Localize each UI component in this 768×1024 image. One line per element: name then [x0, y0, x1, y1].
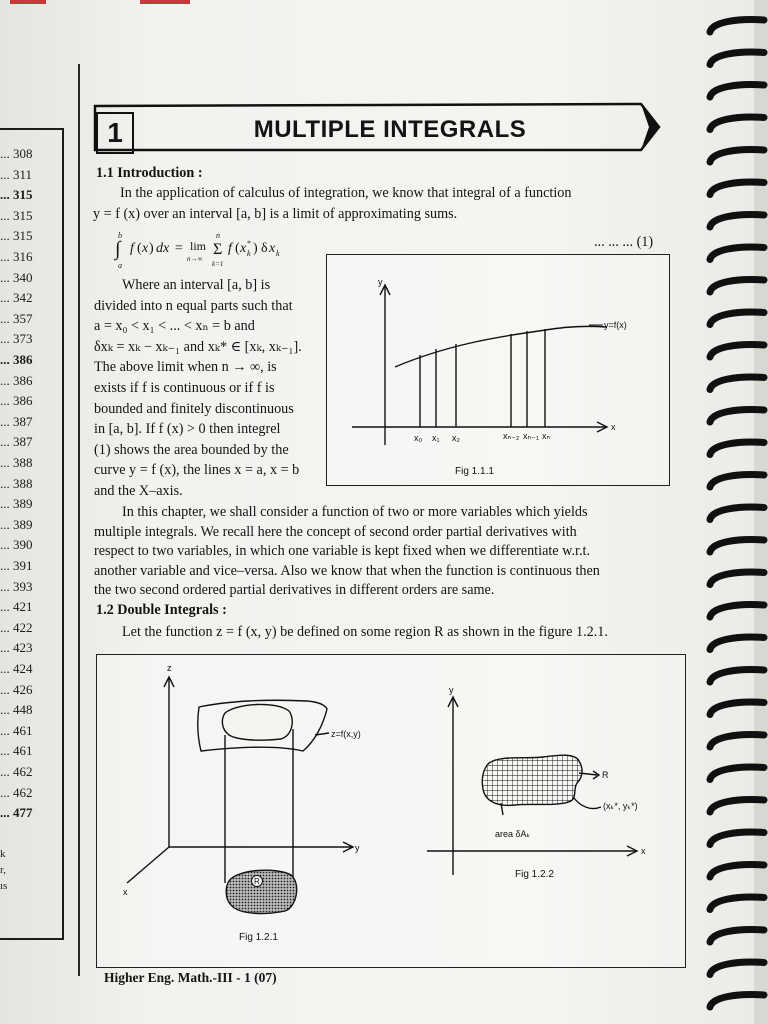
toc-note: k	[0, 848, 6, 860]
equation-1	[112, 228, 352, 272]
spiral-binding	[698, 0, 768, 1024]
tick-xn: xₙ	[542, 431, 551, 441]
toc-page-number: ... 386	[0, 352, 33, 367]
figure-1-1-1-caption: Fig 1.1.1	[455, 466, 494, 477]
svg-text:x: x	[142, 241, 149, 256]
toc-page-number: ... 391	[0, 558, 33, 573]
fig122-point-label: (xₖ*, yₖ*)	[603, 801, 638, 811]
intro-line-2: y = f (x) over an interval [a, b] is a limit of approximating sums.	[93, 206, 458, 222]
y-axis-label: y	[378, 277, 383, 287]
svg-text:): )	[253, 241, 258, 256]
figure-1-1-1-graph	[327, 255, 669, 485]
paragraph-line: exists if f is continuous or if f is	[94, 380, 275, 396]
toc-page-number: ... 422	[0, 619, 33, 635]
toc-page-number: ... 311	[0, 166, 33, 182]
figure-1-2-2-caption: Fig 1.2.2	[515, 869, 554, 880]
figures-1-2-1-and-1-2-2	[97, 655, 685, 967]
tick-x2: x₂	[452, 433, 460, 443]
fig122-region-label: R	[602, 770, 609, 780]
paragraph-line: a = x₀ < x₁ < ... < xₙ = b and	[94, 318, 255, 335]
toc-page-number: ... 340	[0, 269, 33, 285]
chapter-number: 1	[96, 112, 134, 154]
svg-text:n: n	[216, 231, 220, 240]
toc-page-number: ... 426	[0, 681, 33, 697]
toc-note: r,	[0, 864, 6, 876]
tick-xn-1: xₙ₋₁	[523, 431, 539, 441]
svg-text:=: =	[175, 241, 183, 256]
svg-text:k: k	[276, 249, 280, 258]
fig122-y-label: y	[449, 685, 454, 695]
toc-page-number: ... 448	[0, 702, 33, 718]
fig122-area-label: area δAₖ	[495, 829, 531, 839]
paragraph-line: δxₖ = xₖ − xₖ₋₁ and xₖ* ∈ [xₖ, xₖ₋₁].	[94, 338, 302, 355]
toc-note: ıs	[0, 880, 8, 892]
chapter-title: MULTIPLE INTEGRALS	[253, 116, 527, 143]
toc-page-number: ... 342	[0, 290, 33, 306]
toc-page-number: ... 424	[0, 661, 33, 676]
figure-1-2-1	[127, 677, 353, 913]
fig121-y-label: y	[355, 843, 360, 853]
toc-page-number: ... 393	[0, 578, 33, 594]
curve-y-f-x	[395, 326, 607, 367]
toc-page-number: ... 373	[0, 331, 33, 347]
toc-page-number: ... 390	[0, 537, 33, 553]
svg-text:n→∞: n→∞	[187, 255, 203, 263]
svg-text:Σ: Σ	[213, 241, 223, 258]
svg-text:δ: δ	[261, 241, 268, 256]
equation-number: ... ... ... (1)	[594, 234, 654, 250]
chapter-overview-line: another variable and vice–versa. Also we know that when the function is continuous then	[94, 562, 600, 579]
intro-line-1: In the application of calculus of integration, we know that integral of a function	[120, 185, 572, 201]
section-heading-double-integrals: 1.2 Double Integrals :	[96, 602, 227, 618]
svg-text:(: (	[137, 241, 142, 256]
tick-x0: x₀	[414, 433, 423, 443]
toc-page-number: ... 308	[0, 146, 33, 161]
paragraph-line: The above limit when n → ∞, is	[94, 359, 277, 376]
paragraph-line: Where an interval [a, b] is	[122, 277, 271, 293]
svg-text:(: (	[235, 241, 240, 256]
svg-text:x: x	[269, 241, 276, 256]
svg-text:∫: ∫	[115, 238, 121, 260]
paragraph-line: (1) shows the area bounded by the	[94, 441, 289, 458]
toc-page-number: ... 461	[0, 722, 33, 738]
toc-page-number: ... 477	[0, 805, 33, 821]
chapter-overview-line: multiple integrals. We recall here the concept of second order partial derivatives with	[94, 523, 577, 540]
svg-text:f: f	[228, 241, 232, 256]
red-tab	[10, 0, 46, 4]
chapter-overview-line: In this chapter, we shall consider a function of two or more variables which yields	[122, 504, 588, 520]
toc-page-number: ... 315	[0, 187, 33, 203]
svg-text:*: *	[247, 239, 251, 248]
toc-page-number: ... 315	[0, 228, 33, 244]
x-axis-label: x	[611, 422, 616, 432]
section-heading-introduction: 1.1 Introduction :	[96, 165, 203, 181]
figure-1-2-panel	[96, 654, 686, 968]
svg-text:a: a	[118, 261, 122, 270]
figure-1-1-1	[326, 254, 670, 486]
double-integrals-line-1: Let the function z = f (x, y) be defined on some region R as shown in the figure 1.2.1.	[122, 624, 608, 640]
fig121-z-label: z	[167, 663, 172, 673]
margin-rule	[78, 64, 80, 976]
fig121-surface-label: z=f(x,y)	[331, 729, 361, 739]
toc-page-number: ... 388	[0, 475, 33, 491]
toc-page-number: ... 388	[0, 455, 33, 470]
svg-text:lim: lim	[190, 239, 207, 253]
toc-page-number: ... 462	[0, 764, 33, 779]
figure-1-2-1-caption: Fig 1.2.1	[239, 932, 278, 943]
tick-xn-2: xₙ₋₂	[503, 431, 520, 441]
toc-page-number: ... 387	[0, 434, 33, 450]
toc-page-number: ... 423	[0, 640, 33, 656]
red-tab	[140, 0, 190, 4]
fig122-x-label: x	[641, 846, 646, 856]
fig121-region-label: R	[254, 877, 260, 886]
page-footer: Higher Eng. Math.-III - 1 (07)	[104, 970, 277, 985]
toc-page-number: ... 357	[0, 310, 33, 326]
tick-x1: x₁	[432, 433, 440, 443]
svg-text:f: f	[130, 241, 134, 256]
toc-page-number: ... 387	[0, 413, 33, 429]
paragraph-line: and the X–axis.	[94, 483, 183, 499]
chapter-overview-line: respect to two variables, in which one variable is kept fixed when we differentiate w.r.t.	[94, 543, 590, 559]
toc-page-number: ... 315	[0, 207, 33, 223]
toc-page-number: ... 461	[0, 743, 33, 759]
svg-text:k=1: k=1	[212, 260, 224, 268]
toc-page-number: ... 462	[0, 784, 33, 800]
svg-text:b: b	[118, 231, 122, 240]
svg-text:dx: dx	[156, 241, 170, 256]
toc-page-number: ... 386	[0, 372, 33, 388]
fig121-x-label: x	[123, 887, 128, 897]
paragraph-line: in [a, b]. If f (x) > 0 then integrel	[94, 421, 281, 438]
toc-page-number: ... 421	[0, 599, 33, 615]
svg-text:k: k	[247, 249, 251, 258]
toc-page-number: ... 389	[0, 516, 33, 532]
paragraph-line: curve y = f (x), the lines x = a, x = b	[94, 462, 300, 479]
curve-label: y=f(x)	[604, 320, 627, 330]
svg-text:x: x	[240, 241, 247, 256]
figure-1-2-2	[427, 697, 637, 875]
chapter-overview-line: the two second ordered partial derivatives in different orders are same.	[94, 582, 495, 598]
svg-text:): )	[149, 241, 154, 256]
toc-page-number: ... 389	[0, 496, 33, 512]
paragraph-line: bounded and finitely discontinuous	[94, 400, 294, 417]
toc-page-number: ... 316	[0, 249, 33, 264]
toc-page-number: ... 386	[0, 393, 33, 409]
paragraph-line: divided into n equal parts such that	[94, 297, 293, 314]
